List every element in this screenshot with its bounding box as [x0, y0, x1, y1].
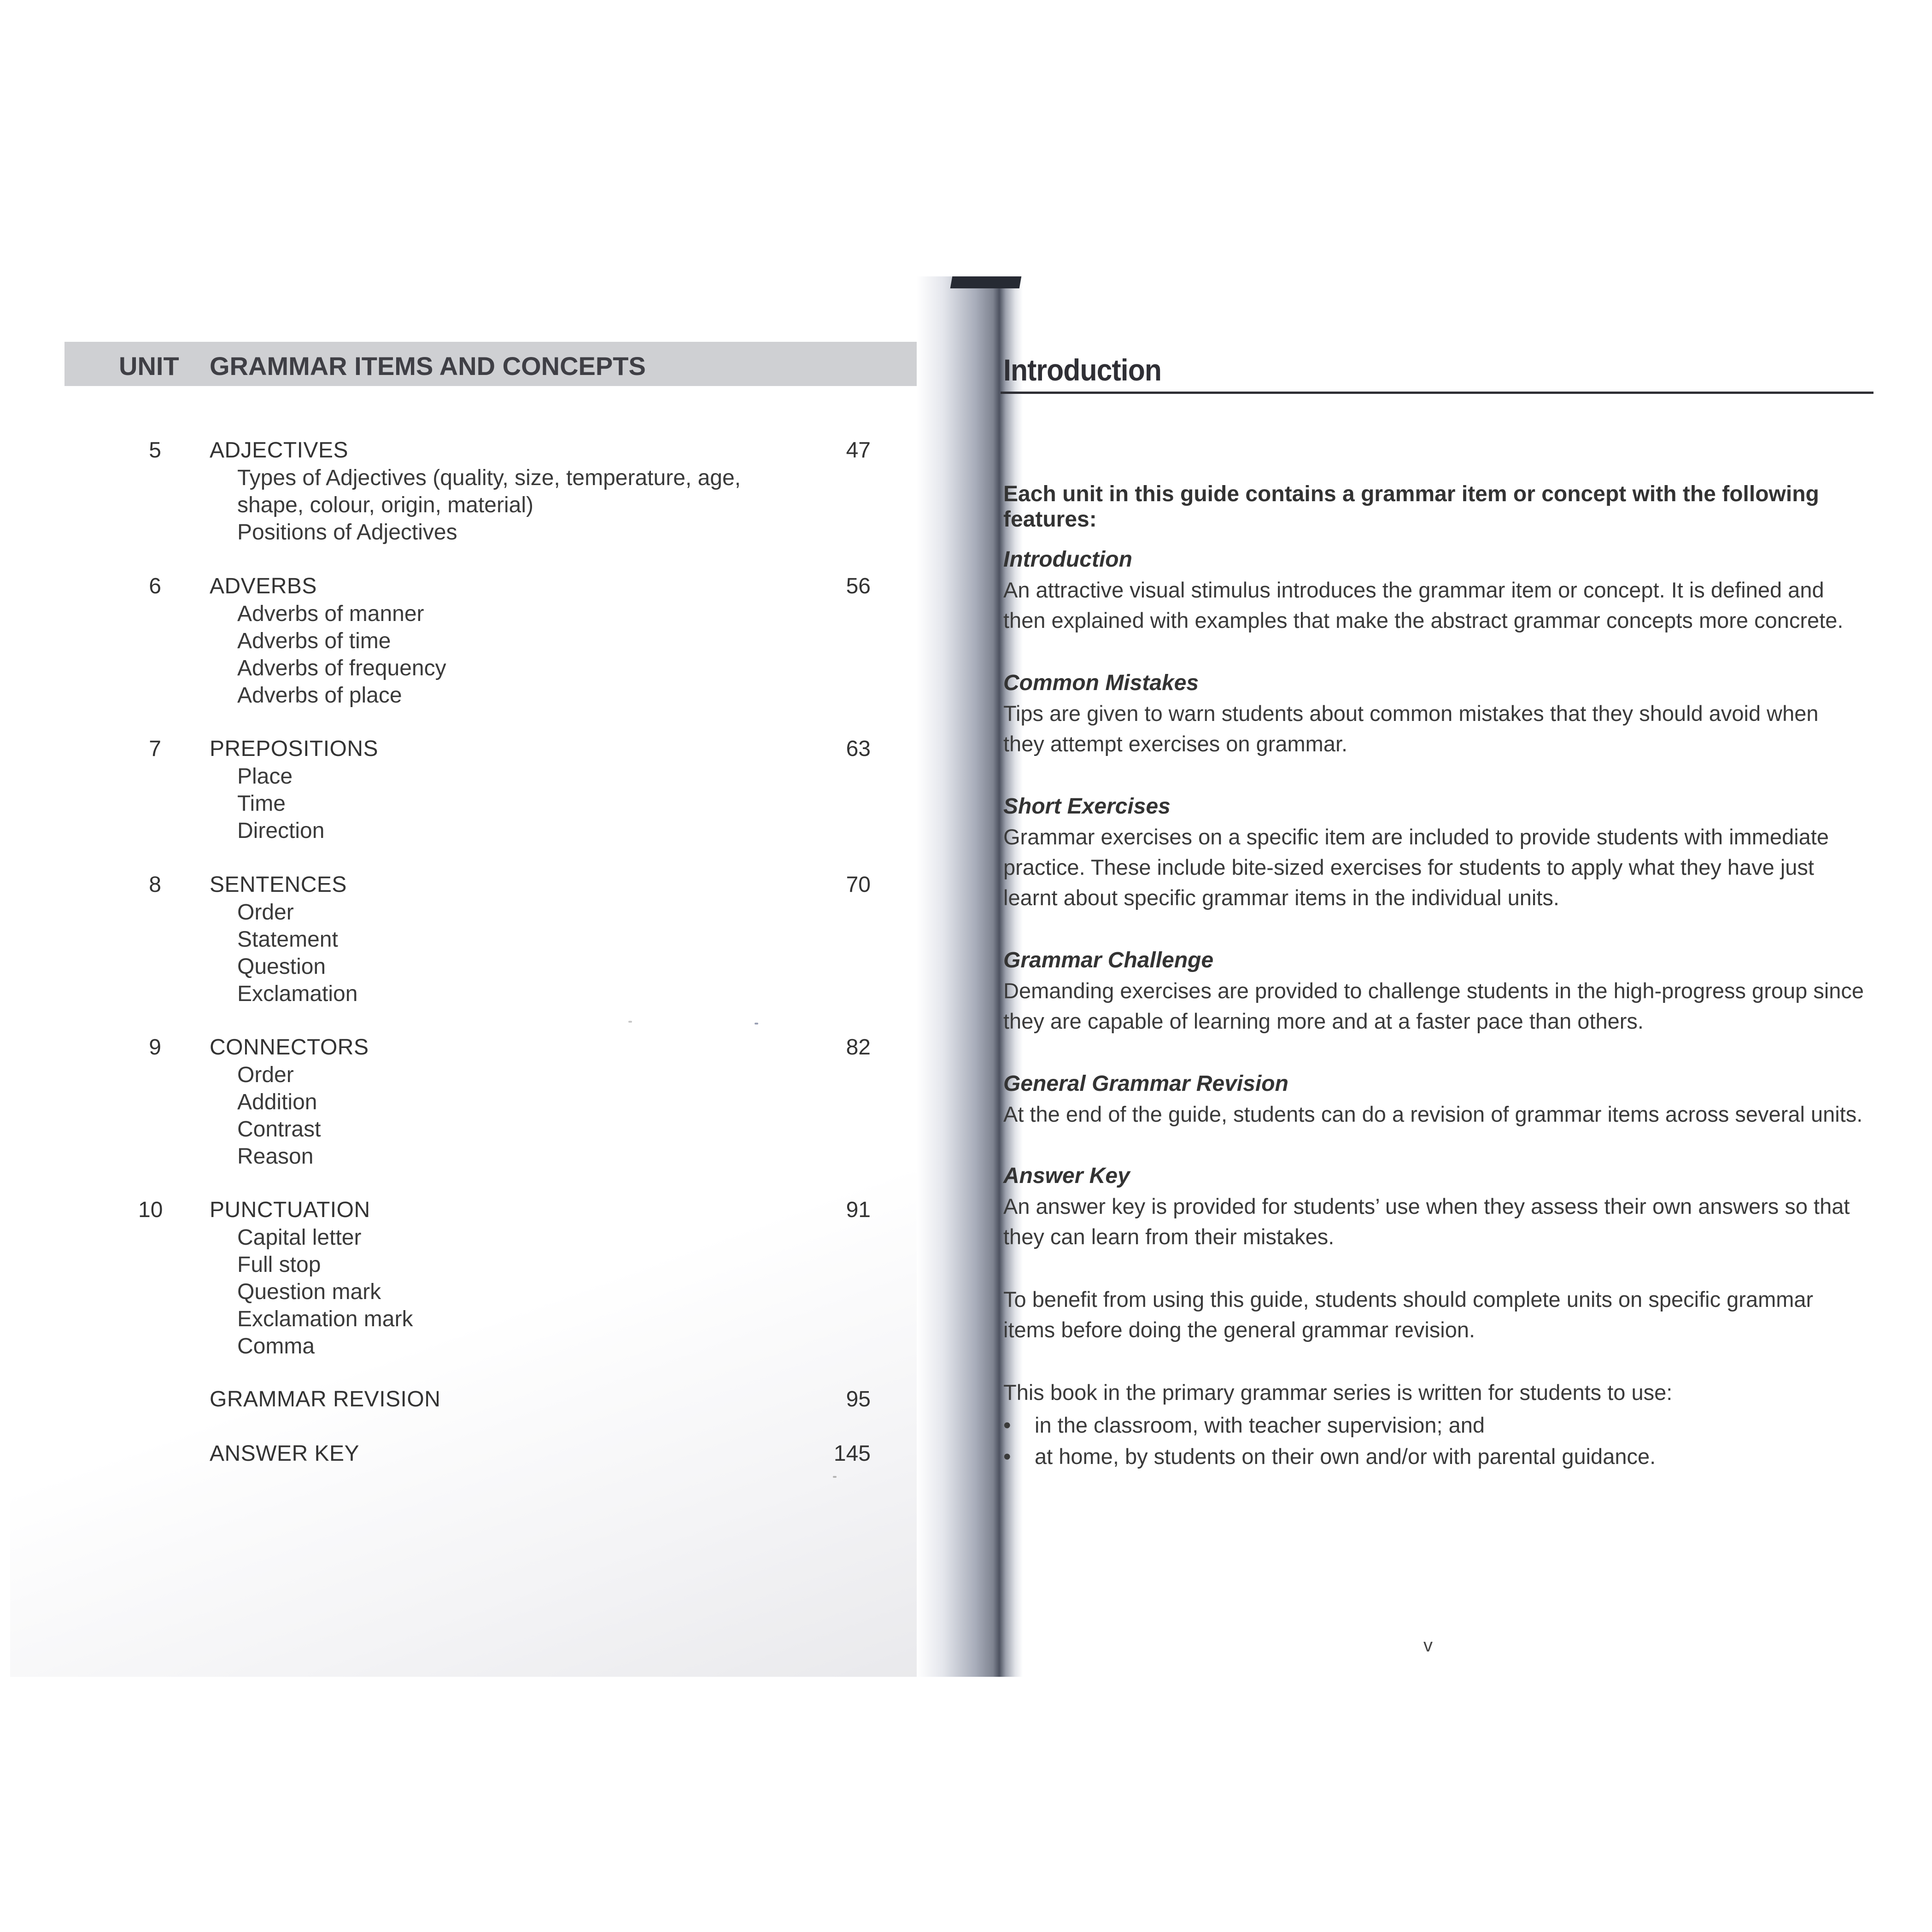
- toc-page-number: 47: [846, 438, 871, 463]
- toc-subtopic: Exclamation mark: [237, 1307, 413, 1331]
- feature-line: An answer key is provided for students’ use when they assess their own answers so that: [1003, 1194, 1850, 1218]
- toc-subtopic: Adverbs of frequency: [237, 656, 446, 680]
- bullet-icon: •: [1003, 1413, 1011, 1437]
- toc-page-number: 70: [846, 872, 871, 897]
- toc-unit-title: PUNCTUATION: [210, 1198, 370, 1222]
- feature-answer-key: [1003, 1161, 1879, 1252]
- toc-subtopic: Order: [237, 900, 294, 925]
- feature-title: General Grammar Revision: [1003, 1071, 1288, 1096]
- toc-subtopic: Contrast: [237, 1117, 321, 1142]
- toc-subtopic: Adverbs of place: [237, 683, 402, 708]
- feature-line: learnt about specific grammar items in the individual units.: [1003, 885, 1559, 910]
- toc-unit-title: PREPOSITIONS: [210, 737, 379, 761]
- toc-unit-number: 5: [149, 438, 161, 463]
- toc-subtopic: Positions of Adjectives: [237, 520, 457, 544]
- toc-unit-number: 8: [149, 872, 161, 897]
- toc-subtopics: [237, 899, 790, 1007]
- toc-unit-title: ANSWER KEY: [210, 1441, 360, 1466]
- feature-title: Introduction: [1003, 547, 1132, 572]
- feature-line: they are capable of learning more and at a faster pace than others.: [1003, 1009, 1644, 1033]
- toc-subtopic: Statement: [237, 927, 338, 952]
- feature-title: Grammar Challenge: [1003, 948, 1214, 972]
- toc-subtopics: [237, 1224, 790, 1360]
- scan-speck: [755, 1023, 758, 1025]
- toc-header-title: GRAMMAR ITEMS AND CONCEPTS: [210, 351, 646, 381]
- toc-subtopic: shape, colour, origin, material): [237, 493, 533, 517]
- toc-page-number: 63: [846, 737, 871, 761]
- toc-subtopic: Reason: [237, 1144, 314, 1169]
- feature-title: Common Mistakes: [1003, 671, 1199, 695]
- feature-introduction: [1003, 544, 1879, 636]
- feature-general-revision: [1003, 1069, 1879, 1130]
- toc-header-bar: [64, 342, 931, 386]
- feature-title: Answer Key: [1003, 1164, 1130, 1188]
- toc-subtopic: Full stop: [237, 1253, 321, 1277]
- toc-subtopic: Question: [237, 954, 326, 979]
- benefit-line: items before doing the general grammar revision.: [1003, 1317, 1475, 1342]
- toc-subtopics: [237, 464, 790, 546]
- benefit-line: To benefit from using this guide, students should complete units on specific grammar: [1003, 1287, 1814, 1311]
- toc-subtopics: [237, 600, 790, 709]
- bullet-text: at home, by students on their own and/or with parental guidance.: [1035, 1444, 1656, 1469]
- toc-subtopic: Exclamation: [237, 982, 358, 1006]
- heading-rule: [1001, 392, 1873, 394]
- usage-bullet: [1003, 1410, 1656, 1441]
- toc-unit-title: SENTENCES: [210, 872, 347, 897]
- feature-title: Short Exercises: [1003, 794, 1171, 819]
- feature-line: Tips are given to warn students about common mistakes that they should avoid when: [1003, 701, 1819, 726]
- toc-unit-title: CONNECTORS: [210, 1035, 369, 1060]
- toc-unit-title: ADVERBS: [210, 574, 317, 598]
- toc-subtopic: Direction: [237, 819, 325, 843]
- feature-line: Grammar exercises on a specific item are included to provide students with immediate: [1003, 825, 1829, 849]
- toc-subtopics: [237, 1061, 790, 1170]
- page-number: v: [1423, 1635, 1433, 1656]
- toc-subtopic: Place: [237, 764, 293, 789]
- feature-common-mistakes: [1003, 668, 1879, 759]
- feature-line: Demanding exercises are provided to challenge students in the high-progress group since: [1003, 978, 1864, 1003]
- toc-header-unit: UNIT: [119, 351, 179, 381]
- toc-unit-title: GRAMMAR REVISION: [210, 1387, 441, 1411]
- toc-page-number: 145: [833, 1441, 871, 1466]
- feature-line: An attractive visual stimulus introduces the grammar item or concept. It is defined and: [1003, 578, 1824, 602]
- series-line: This book in the primary grammar series is written for students to use:: [1003, 1380, 1673, 1405]
- intro-heading: Introduction: [1003, 353, 1162, 387]
- intro-lead-sentence: Each unit in this guide contains a grammar item or concept with the following features:: [1003, 482, 1819, 532]
- toc-subtopic: Capital letter: [237, 1225, 362, 1250]
- toc-unit-title: ADJECTIVES: [210, 438, 349, 463]
- usage-bullet: [1003, 1441, 1656, 1472]
- toc-unit-number: 10: [138, 1198, 163, 1222]
- toc-unit-number: 6: [149, 574, 161, 598]
- toc-subtopic: Time: [237, 791, 286, 816]
- toc-subtopic: Adverbs of time: [237, 629, 391, 653]
- scan-speck: [628, 1021, 632, 1023]
- toc-unit-number: 9: [149, 1035, 161, 1060]
- feature-line: At the end of the guide, students can do a revision of grammar items across several units.: [1003, 1102, 1863, 1126]
- toc-page-number: 82: [846, 1035, 871, 1060]
- toc-subtopic: Comma: [237, 1334, 315, 1358]
- toc-subtopics: [237, 763, 790, 844]
- toc-subtopic: Question mark: [237, 1280, 381, 1304]
- feature-short-exercises: [1003, 791, 1879, 913]
- toc-subtopic: Adverbs of manner: [237, 602, 424, 626]
- feature-line: they attempt exercises on grammar.: [1003, 732, 1348, 756]
- toc-subtopic: Order: [237, 1063, 294, 1087]
- feature-grammar-challenge: [1003, 945, 1879, 1036]
- feature-line: then explained with examples that make the abstract grammar concepts more concrete.: [1003, 608, 1844, 632]
- toc-subtopic: Addition: [237, 1090, 317, 1114]
- feature-line: they can learn from their mistakes.: [1003, 1224, 1335, 1249]
- bullet-icon: •: [1003, 1444, 1011, 1469]
- toc-page-number: 95: [846, 1387, 871, 1411]
- toc-unit-number: 7: [149, 737, 161, 761]
- toc-page-number: 91: [846, 1198, 871, 1222]
- scan-speck: [833, 1476, 837, 1478]
- toc-page-number: 56: [846, 574, 871, 598]
- toc-subtopic: Types of Adjectives (quality, size, temperature, age,: [237, 466, 741, 490]
- feature-line: practice. These include bite-sized exercises for students to apply what they have just: [1003, 855, 1814, 879]
- bullet-text: in the classroom, with teacher supervision; and: [1035, 1413, 1485, 1437]
- usage-bullet-list: [1003, 1410, 1656, 1472]
